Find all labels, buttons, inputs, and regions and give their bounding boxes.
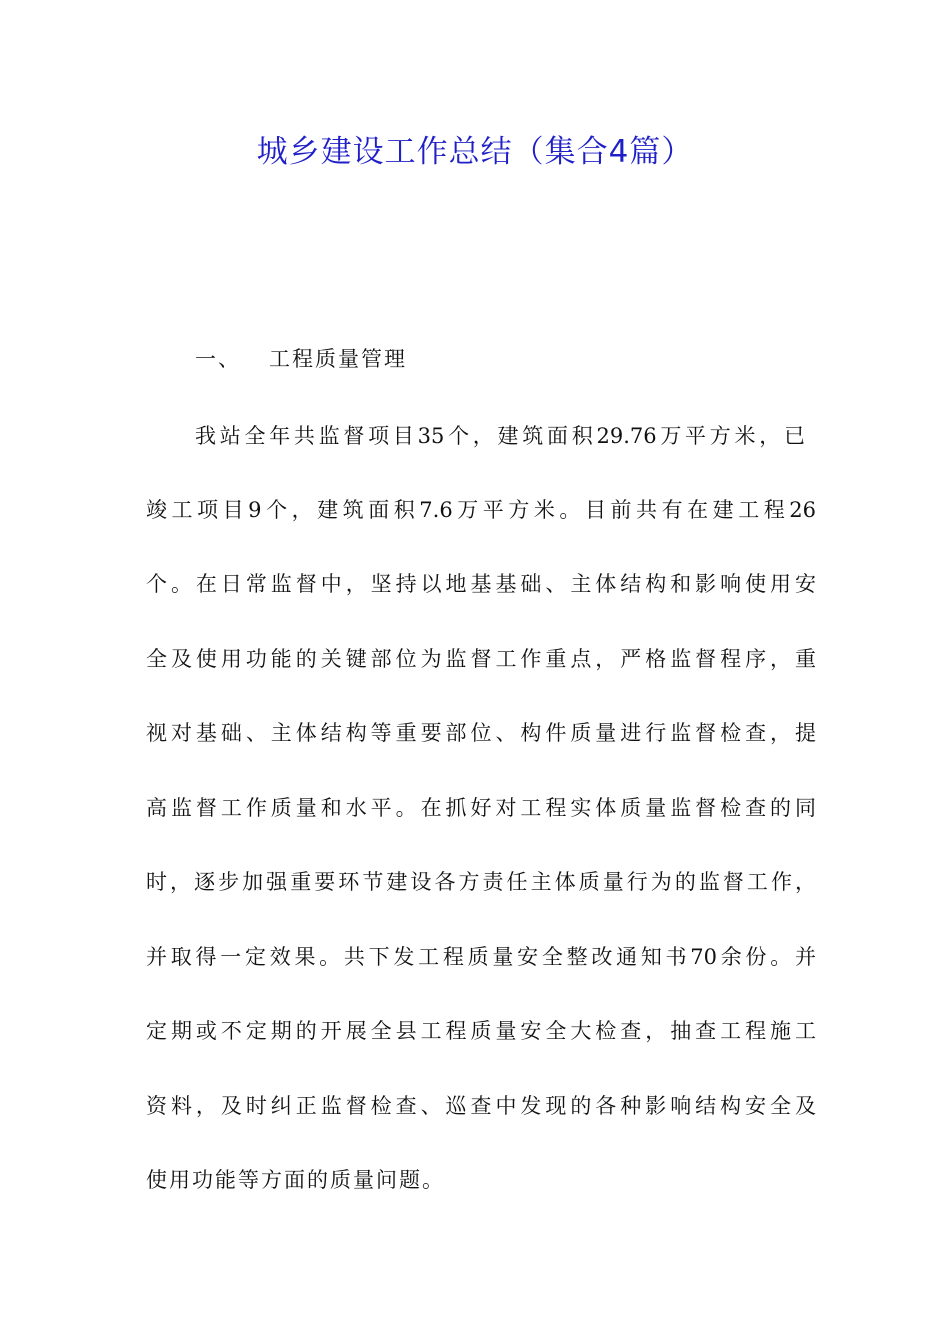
paragraph-line: 资料，及时纠正监督检查、巡查中发现的各种影响结构安全及 bbox=[146, 1094, 816, 1118]
paragraph-line: 我站全年共监督项目35个，建筑面积29.76万平方米，已 bbox=[195, 424, 805, 448]
paragraph-line: 个。在日常监督中，坚持以地基基础、主体结构和影响使用安 bbox=[146, 572, 816, 596]
paragraph-line: 高监督工作质量和水平。在抓好对工程实体质量监督检查的同 bbox=[146, 796, 816, 820]
section-heading bbox=[195, 341, 407, 377]
paragraph-line: 并取得一定效果。共下发工程质量安全整改通知书70余份。并 bbox=[146, 945, 816, 969]
paragraph-line: 全及使用功能的关键部位为监督工作重点，严格监督程序，重 bbox=[146, 647, 816, 671]
paragraph-line: 竣工项目9个，建筑面积7.6万平方米。目前共有在建工程26 bbox=[146, 498, 816, 522]
section-heading-text: 工程质量管理 bbox=[269, 347, 407, 371]
paragraph-line: 定期或不定期的开展全县工程质量安全大检查，抽查工程施工 bbox=[146, 1019, 816, 1043]
paragraph-line: 视对基础、主体结构等重要部位、构件质量进行监督检查，提 bbox=[146, 721, 816, 745]
section-number: 一、 bbox=[195, 347, 241, 371]
document-title: 城乡建设工作总结（集合4篇） bbox=[256, 134, 694, 170]
paragraph-line: 使用功能等方面的质量问题。 bbox=[146, 1168, 445, 1192]
paragraph-line: 时，逐步加强重要环节建设各方责任主体质量行为的监督工作， bbox=[146, 870, 816, 894]
